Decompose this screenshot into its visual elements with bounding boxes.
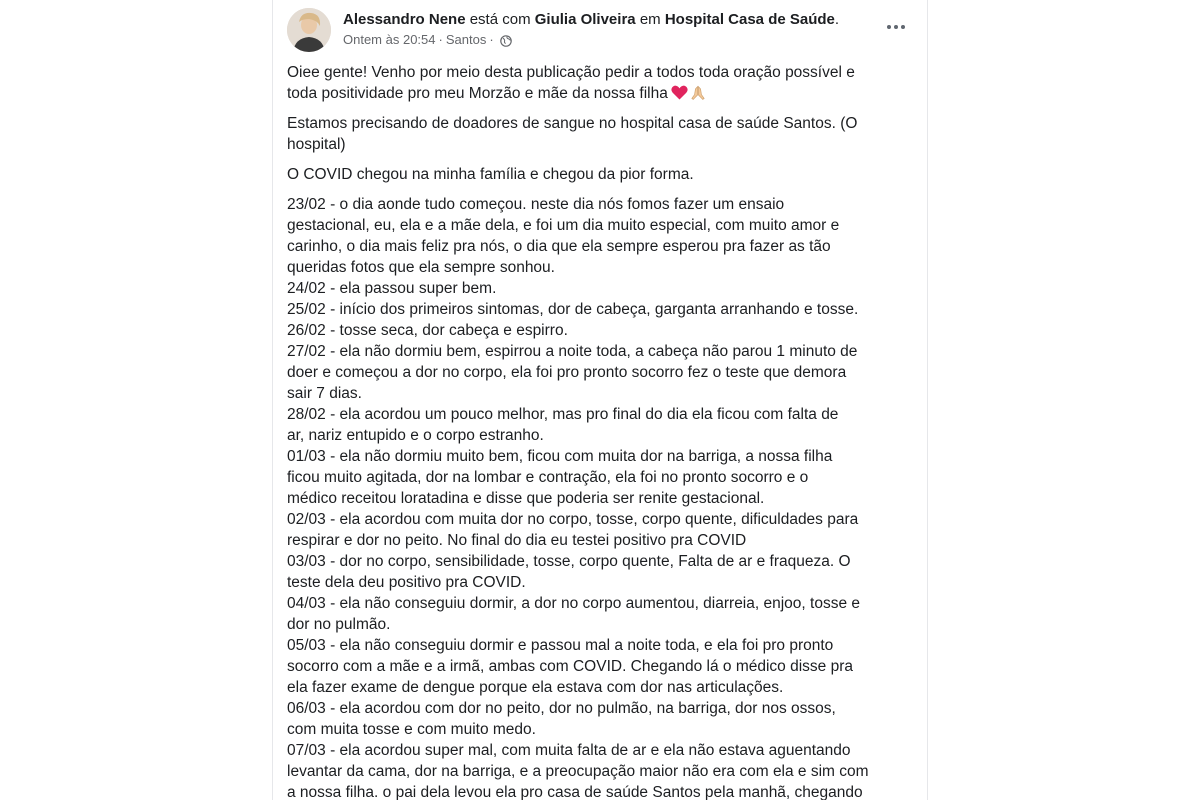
post-place: Santos — [445, 32, 487, 47]
timeline-line: 02/03 - ela acordou com muita dor no corpo, tosse, corpo quente, dificuldades para — [287, 511, 859, 528]
timeline-line: gestacional, eu, ela e a mãe dela, e foi um dia muito especial, com muito amor e — [287, 217, 840, 234]
post-title-line — [343, 10, 873, 29]
timeline-line: 26/02 - tosse seca, dor cabeça e espirro. — [287, 322, 568, 339]
timeline-line: médico receitou loratadina e disse que poderia ser renite gestacional. — [287, 490, 765, 507]
post-header — [287, 8, 913, 54]
timeline-line: queridas fotos que ela sempre sonhou. — [287, 259, 555, 276]
meta-separator-2: · — [489, 32, 494, 47]
intro-line-1: Oiee gente! Venho por meio desta publicação pedir a todos toda oração possível e — [287, 64, 855, 81]
timeline-line: doer e começou a dor no corpo, ela foi pro pronto socorro fez o teste que demora — [287, 364, 847, 381]
location-suffix: . — [834, 11, 840, 28]
more-dot — [887, 25, 891, 29]
post-header-text — [343, 10, 873, 48]
with-text: está com — [469, 11, 531, 28]
timeline-line: 04/03 - ela não conseguiu dormir, a dor no corpo aumentou, diarreia, enjoo, tosse e — [287, 595, 861, 612]
timeline-line: ela fazer exame de dengue porque ela estava com dor nas articulações. — [287, 679, 784, 696]
intro-line-2-wrap — [287, 83, 913, 104]
at-text: em — [639, 11, 661, 28]
timeline-line: respirar e dor no peito. No final do dia eu testei positivo pra COVID — [287, 532, 747, 549]
facebook-post — [272, 0, 928, 800]
intro-line-2: toda positividade pro meu Morzão e mãe da nossa filha — [287, 85, 668, 102]
timeline-line: com muita tosse e com muito medo. — [287, 721, 536, 738]
author-name-link[interactable]: Alessandro Nene — [343, 11, 466, 28]
timeline-line: ficou muito agitada, dor na lombar e contração, ela foi no pronto socorro e o — [287, 469, 809, 486]
timeline-line: 27/02 - ela não dormiu bem, espirrou a noite toda, a cabeça não parou 1 minuto de — [287, 343, 858, 360]
timeline-line: 06/03 - ela acordou com dor no peito, dor no pulmão, na barriga, dor nos ossos, — [287, 700, 836, 717]
timeline-line: 07/03 - ela acordou super mal, com muita falta de ar e ela não estava aguentando — [287, 742, 851, 759]
post-timestamp-link[interactable]: Ontem às 20:54 — [343, 32, 436, 47]
donors-line-2: hospital) — [287, 136, 346, 153]
more-dot — [894, 25, 898, 29]
timeline-line: 23/02 - o dia aonde tudo começou. neste dia nós fomos fazer um ensaio — [287, 196, 785, 213]
timeline-line: socorro com a mãe e a irmã, ambas com COVID. Chegando lá o médico disse pra — [287, 658, 853, 675]
timeline-line: ar, nariz entupido e o corpo estranho. — [287, 427, 544, 444]
meta-separator: · — [438, 32, 443, 47]
timeline-line: a nossa filha. o pai dela levou ela pro casa de saúde Santos pela manhã, chegando — [287, 784, 863, 800]
timeline-line: dor no pulmão. — [287, 616, 391, 633]
more-dot — [901, 25, 905, 29]
avatar[interactable] — [287, 8, 331, 52]
donors-paragraph — [287, 113, 913, 155]
intro-paragraph — [287, 62, 913, 104]
timeline-line: 03/03 - dor no corpo, sensibilidade, tosse, corpo quente, Falta de ar e fraqueza. O — [287, 553, 851, 570]
avatar-image — [287, 8, 331, 52]
timeline-line: carinho, o dia mais feliz pra nós, o dia que ela sempre esperou pra fazer as tão — [287, 238, 831, 255]
timeline-line: levantar da cama, dor na barriga, e a preocupação maior não era com ela e sim com — [287, 763, 869, 780]
praying-hands-icon — [690, 85, 706, 101]
tagged-friend-link[interactable]: Giulia Oliveira — [534, 11, 636, 28]
covid-paragraph — [287, 164, 913, 185]
post-body — [287, 62, 913, 800]
timeline-line: 28/02 - ela acordou um pouco melhor, mas pro final do dia ela ficou com falta de — [287, 406, 839, 423]
post-meta — [343, 31, 873, 48]
more-options-icon[interactable] — [883, 20, 909, 34]
heart-icon — [671, 85, 688, 100]
donors-line-1: Estamos precisando de doadores de sangue no hospital casa de saúde Santos. (O — [287, 115, 858, 132]
covid-line: O COVID chegou na minha família e chegou da pior forma. — [287, 166, 694, 183]
timeline-line: sair 7 dias. — [287, 385, 362, 402]
timeline-line: 05/03 - ela não conseguiu dormir e passou mal a noite toda, e ela foi pro pronto — [287, 637, 834, 654]
timeline-line: teste dela deu positivo pra COVID. — [287, 574, 526, 591]
timeline-line: 24/02 - ela passou super bem. — [287, 280, 497, 297]
globe-icon[interactable] — [500, 34, 512, 46]
location-link[interactable]: Hospital Casa de Saúde — [664, 11, 835, 28]
timeline-paragraph — [287, 194, 913, 800]
timeline-line: 01/03 - ela não dormiu muito bem, ficou com muita dor na barriga, a nossa filha — [287, 448, 833, 465]
timeline-line: 25/02 - início dos primeiros sintomas, dor de cabeça, garganta arranhando e tosse. — [287, 301, 859, 318]
